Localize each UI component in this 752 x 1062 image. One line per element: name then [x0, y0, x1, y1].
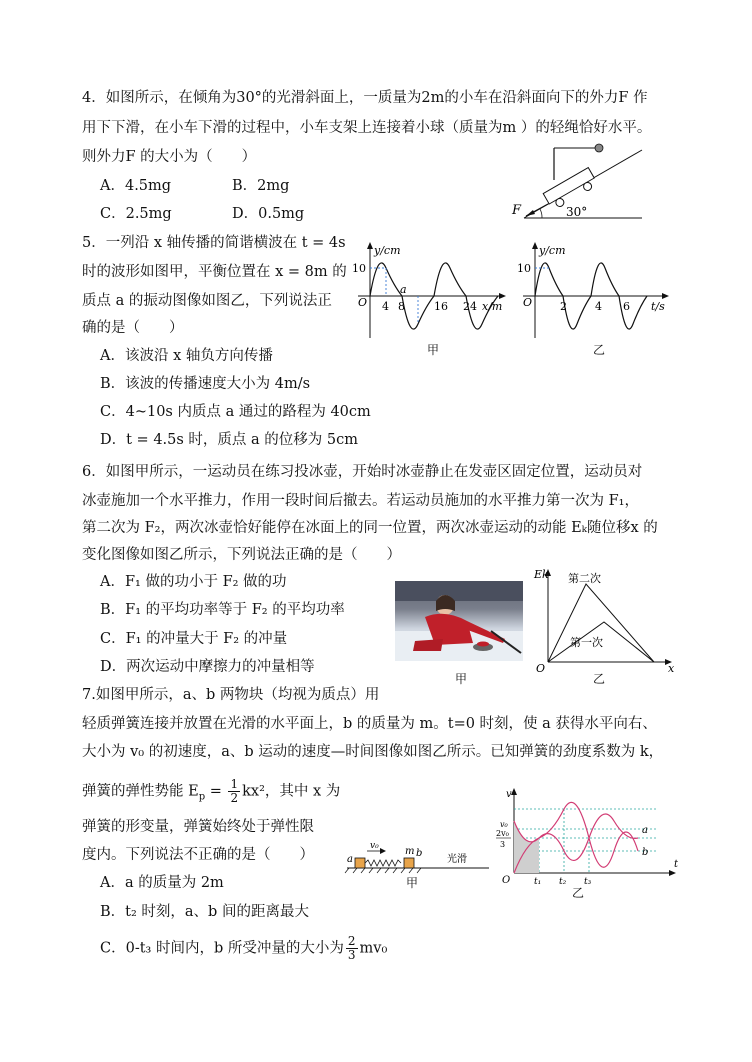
q7-frac-den: 2: [230, 791, 239, 805]
q7-velocity-time-figure: [492, 785, 682, 885]
q5-yi-xtick-2: 2: [560, 300, 567, 313]
q6-line3: 第二次为 F₂，两次冰壶恰好能停在冰面上的同一位置，两次冰壶运动的动能 Eₖ随位移x 的: [82, 520, 658, 536]
q4-option-c: C．2.5mg: [100, 206, 172, 222]
q6-label-first: 第一次: [570, 636, 603, 649]
q7-vt-ylabel: v: [506, 789, 512, 800]
q7-vt-2v0: 2v₀: [496, 829, 509, 838]
q5-yi-xlabel: t/s: [651, 300, 665, 313]
q6-option-d: D．两次运动中摩擦力的冲量相等: [100, 659, 315, 675]
q7-line4-pre: 弹簧的弹性势能 E: [82, 783, 199, 800]
q5-yi-ytick: 10: [517, 262, 531, 275]
q4-line1: 4．如图所示，在倾角为30°的光滑斜面上，一质量为2m的小车在沿斜面向下的外力F 作: [82, 90, 648, 106]
q7-line4-sub: p: [198, 791, 206, 803]
q7-option-a: A．a 的质量为 2m: [100, 875, 224, 891]
q7-vt-curve-a: a: [642, 825, 648, 836]
q7-yi-caption: 乙: [572, 886, 585, 900]
q5-line4: 确的是（ ）: [82, 320, 184, 336]
q5-jia-xtick-8: 8: [398, 300, 405, 313]
q7-vt-t1: t₁: [534, 877, 542, 885]
q5-yi-caption: 乙: [593, 343, 606, 357]
q7-block-b-label: b: [416, 848, 423, 859]
q6-fig-caption: 乙: [593, 672, 606, 686]
q4-incline-figure: [508, 138, 648, 224]
q6-origin: O: [536, 662, 546, 675]
q6-photo-caption: 甲: [455, 672, 468, 686]
q7-v0-label: v₀: [370, 841, 379, 851]
curling-athlete-illustration: [395, 581, 523, 661]
q6-kinetic-energy-figure: [528, 566, 678, 676]
q5-vibration-figure-yi: [515, 240, 675, 340]
q5-jia-origin: O: [358, 296, 368, 309]
q5-yi-xtick-4: 4: [595, 300, 602, 313]
q7-optc-pre: C．0-t₃ 时间内，b 所受冲量的大小为: [100, 940, 344, 957]
q5-option-d: D．t = 4.5s 时，质点 a 的位移为 5cm: [100, 432, 358, 448]
q5-jia-xtick-16: 16: [434, 300, 448, 313]
q7-smooth-label: 光滑: [447, 854, 467, 865]
q5-jia-xtick-4: 4: [382, 300, 389, 313]
q7-line4-post: kx²，其中 x 为: [242, 783, 341, 800]
q7-mass-m-label: m: [405, 846, 415, 857]
q7-vt-xlabel: t: [674, 859, 679, 870]
q5-jia-xlabel: x/m: [482, 300, 503, 313]
q7-line5: 弹簧的形变量，弹簧始终处于弹性限: [82, 819, 314, 835]
q7-vt-t2: t₂: [559, 877, 567, 885]
q7-block-a-label: a: [347, 854, 353, 865]
q5-line1: 5．一列沿 x 轴传播的简谐横波在 t = 4s: [82, 235, 346, 251]
q4-line2: 用下下滑，在小车下滑的过程中，小车支架上连接着小球（质量为m ）的轻绳恰好水平。: [82, 120, 652, 136]
q5-jia-ylabel: y/cm: [374, 244, 401, 257]
q5-jia-ytick: 10: [352, 262, 366, 275]
q4-force-label: F: [512, 203, 522, 218]
q7-vt-curve-b: b: [642, 847, 649, 858]
q7-line4: [82, 778, 340, 807]
q7-optc-fraction: [346, 935, 358, 962]
q7-line2: 轻质弹簧连接并放置在光滑的水平面上，b 的质量为 m。t=0 时刻，使 a 获得水平向右、: [82, 716, 657, 732]
q7-jia-caption: 甲: [406, 876, 419, 890]
q7-frac-num: 1: [230, 777, 239, 791]
q7-option-b: B．t₂ 时刻，a、b 间的距离最大: [100, 904, 309, 920]
q5-yi-xtick-6: 6: [623, 300, 630, 313]
q6-ylabel: Ek: [534, 568, 549, 581]
q7-line4-eq: =: [205, 783, 227, 800]
q4-angle-label: 30°: [566, 205, 588, 219]
q7-option-c: [100, 935, 387, 962]
q5-option-b: B．该波的传播速度大小为 4m/s: [100, 376, 311, 392]
q6-xlabel: x: [668, 662, 675, 675]
q5-wave-figure-jia: [350, 240, 510, 340]
q7-optc-num: 2: [347, 934, 356, 948]
q5-line3: 质点 a 的振动图像如图乙，下列说法正: [82, 293, 332, 309]
q6-line1: 6．如图甲所示，一运动员在练习投冰壶，开始时冰壶静止在发壶区固定位置，运动员对: [82, 464, 643, 480]
q6-option-b: B．F₁ 的平均功率等于 F₂ 的平均功率: [100, 602, 345, 618]
q6-line4: 变化图像如图乙所示，下列说法正确的是（ ）: [82, 547, 401, 563]
q4-line3: 则外力F 的大小为（ ）: [82, 149, 257, 165]
q5-option-c: C．4~10s 内质点 a 通过的路程为 40cm: [100, 404, 371, 420]
q7-fraction-half: [228, 778, 240, 805]
q4-option-b: B．2mg: [232, 178, 290, 194]
q6-line2: 冰壶施加一个水平推力，作用一段时间后撤去。若运动员施加的水平推力第一次为 F₁，: [82, 493, 639, 509]
q5-line2: 时的波形如图甲，平衡位置在 x = 8m 的: [82, 264, 347, 280]
q7-optc-den: 3: [347, 948, 356, 962]
q7-line1: 7.如图甲所示，a、b 两物块（均视为质点）用: [82, 687, 380, 703]
q6-option-c: C．F₁ 的冲量大于 F₂ 的冲量: [100, 631, 288, 647]
curling-photo: [395, 581, 523, 661]
q5-jia-xtick-24: 24: [463, 300, 477, 313]
q7-vt-v0: v₀: [500, 820, 508, 829]
q6-option-a: A．F₁ 做的功小于 F₂ 做的功: [100, 574, 287, 590]
q7-optc-post: mv₀: [359, 940, 388, 957]
q7-line6: 度内。下列说法不正确的是（ ）: [82, 847, 314, 863]
q5-jia-caption: 甲: [427, 343, 440, 357]
q4-option-a: A．4.5mg: [100, 178, 172, 194]
q7-vt-t3: t₃: [584, 877, 592, 885]
q5-yi-ylabel: y/cm: [539, 244, 566, 257]
q5-option-a: A．该波沿 x 轴负方向传播: [100, 348, 273, 364]
q4-option-d: D．0.5mg: [232, 206, 305, 222]
q5-yi-origin: O: [523, 296, 533, 309]
q6-label-second: 第二次: [568, 572, 601, 585]
q7-vt-origin: O: [502, 875, 511, 885]
q7-vt-den3: 3: [500, 840, 506, 849]
q5-jia-point-a: a: [400, 283, 407, 296]
q7-line3: 大小为 v₀ 的初速度，a、b 运动的速度—时间图像如图乙所示。已知弹簧的劲度系数为 k，: [82, 744, 664, 760]
